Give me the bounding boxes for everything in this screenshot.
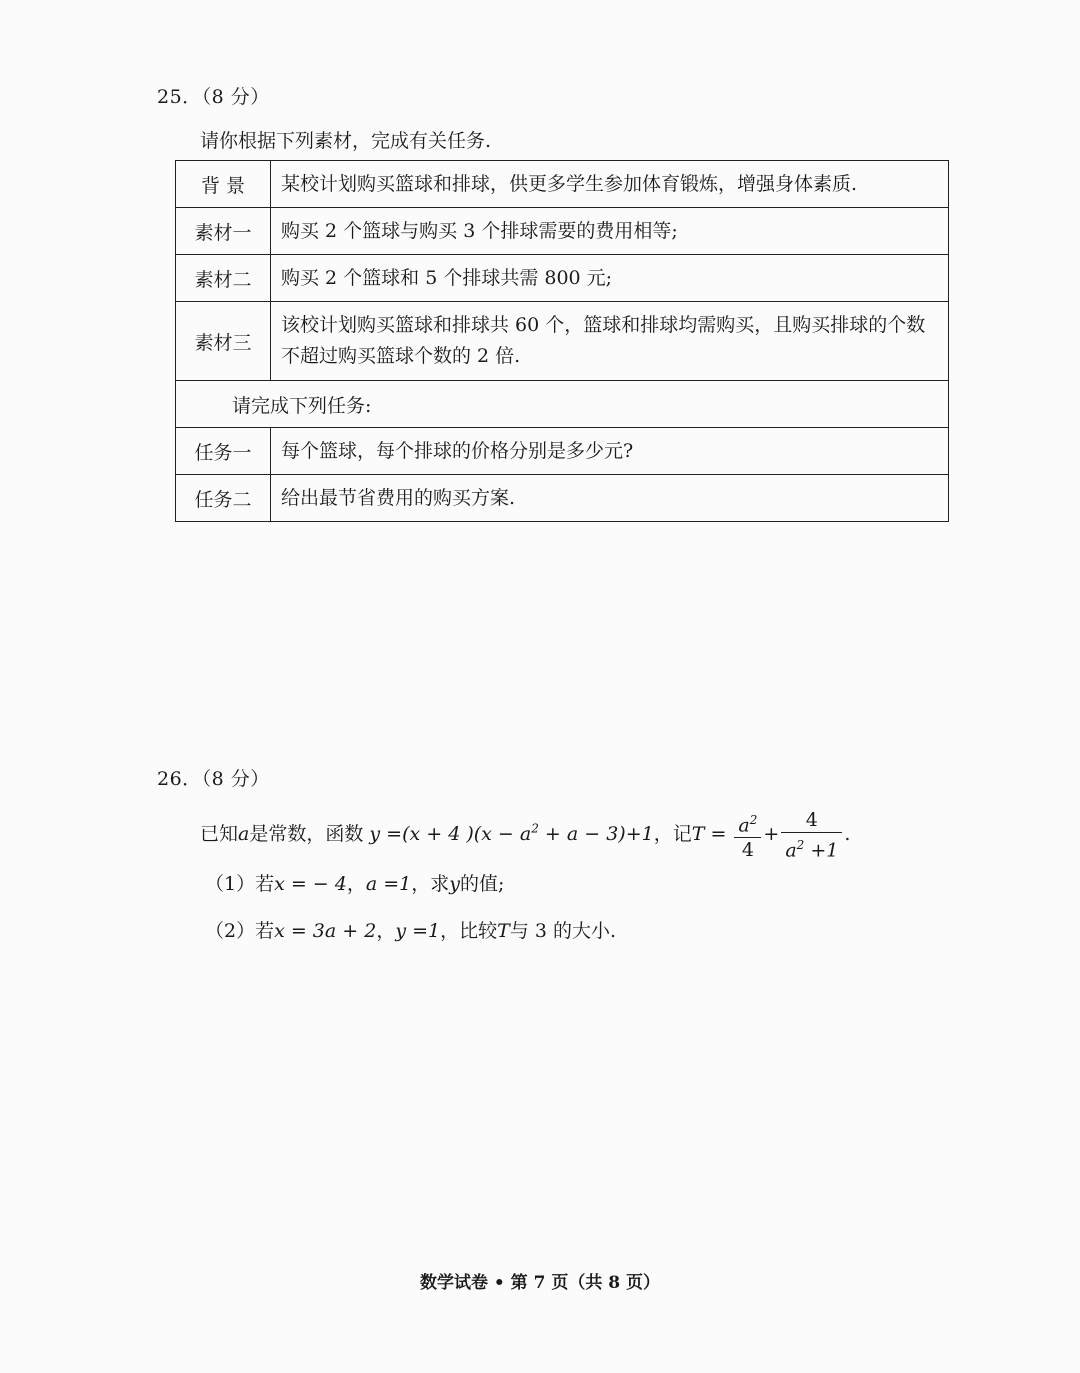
row-label: 背 景 [176, 161, 271, 208]
task-text: 给出最节省费用的购买方案. [271, 475, 949, 522]
function-expr: y =(x + 4 )$(x - a^2 + a - 3)+1$ [369, 821, 654, 846]
question-25-number: 25．（8 分） [157, 86, 270, 108]
task-label: 任务二 [176, 475, 271, 522]
row-text: 该校计划购买篮球和排球共 60 个，篮球和排球均需购买，且购买排球的个数不超过购买篮球个数的 2 倍. [271, 302, 949, 381]
stem-mid: 是常数，函数 [249, 823, 364, 846]
row-text: 购买 2 个篮球和 5 个排球共需 800 元; [271, 255, 949, 302]
question-26-stem [200, 808, 850, 862]
question-26-part-2: （2）若x = 3a + 2，y =1，比较T与 3 的大小. [205, 920, 617, 942]
row-text: 购买 2 个篮球与购买 3 个排球需要的费用相等; [271, 208, 949, 255]
t-var: T = [691, 823, 727, 846]
row-text: 某校计划购买篮球和排球，供更多学生参加体育锻炼，增强身体素质. [271, 161, 949, 208]
table-row [176, 161, 949, 208]
fraction-a2-over-4: $\frac{a^2}{4}$ [734, 808, 761, 862]
table-row [176, 428, 949, 475]
task-label: 任务一 [176, 428, 271, 475]
plus-sign: + [763, 823, 780, 846]
t-prefix: ，记 [653, 823, 692, 846]
stem-end: . [844, 823, 851, 846]
table-row [176, 381, 949, 428]
question-26-number: 26．（8 分） [157, 768, 270, 790]
row-label: 素材二 [176, 255, 271, 302]
page-footer: 数学试卷 • 第 7 页（共 8 页） [419, 1273, 661, 1293]
var-a: a [238, 823, 250, 846]
question-25-intro: 请你根据下列素材，完成有关任务. [200, 130, 492, 152]
stem-prefix: 已知 [200, 823, 239, 846]
task-text: 每个篮球，每个排球的价格分别是多少元? [271, 428, 949, 475]
task-header: 请完成下列任务: [176, 381, 949, 428]
materials-table [175, 160, 949, 522]
fraction-4-over-a2plus1: $\frac{4}{a^2 +1}$ [781, 808, 842, 862]
table-row [176, 475, 949, 522]
row-label: 素材一 [176, 208, 271, 255]
table-row [176, 255, 949, 302]
table-row [176, 208, 949, 255]
question-26-part-1: （1）若x = − 4，a =1，求y的值; [205, 873, 505, 895]
table-row [176, 302, 949, 381]
row-label: 素材三 [176, 302, 271, 381]
